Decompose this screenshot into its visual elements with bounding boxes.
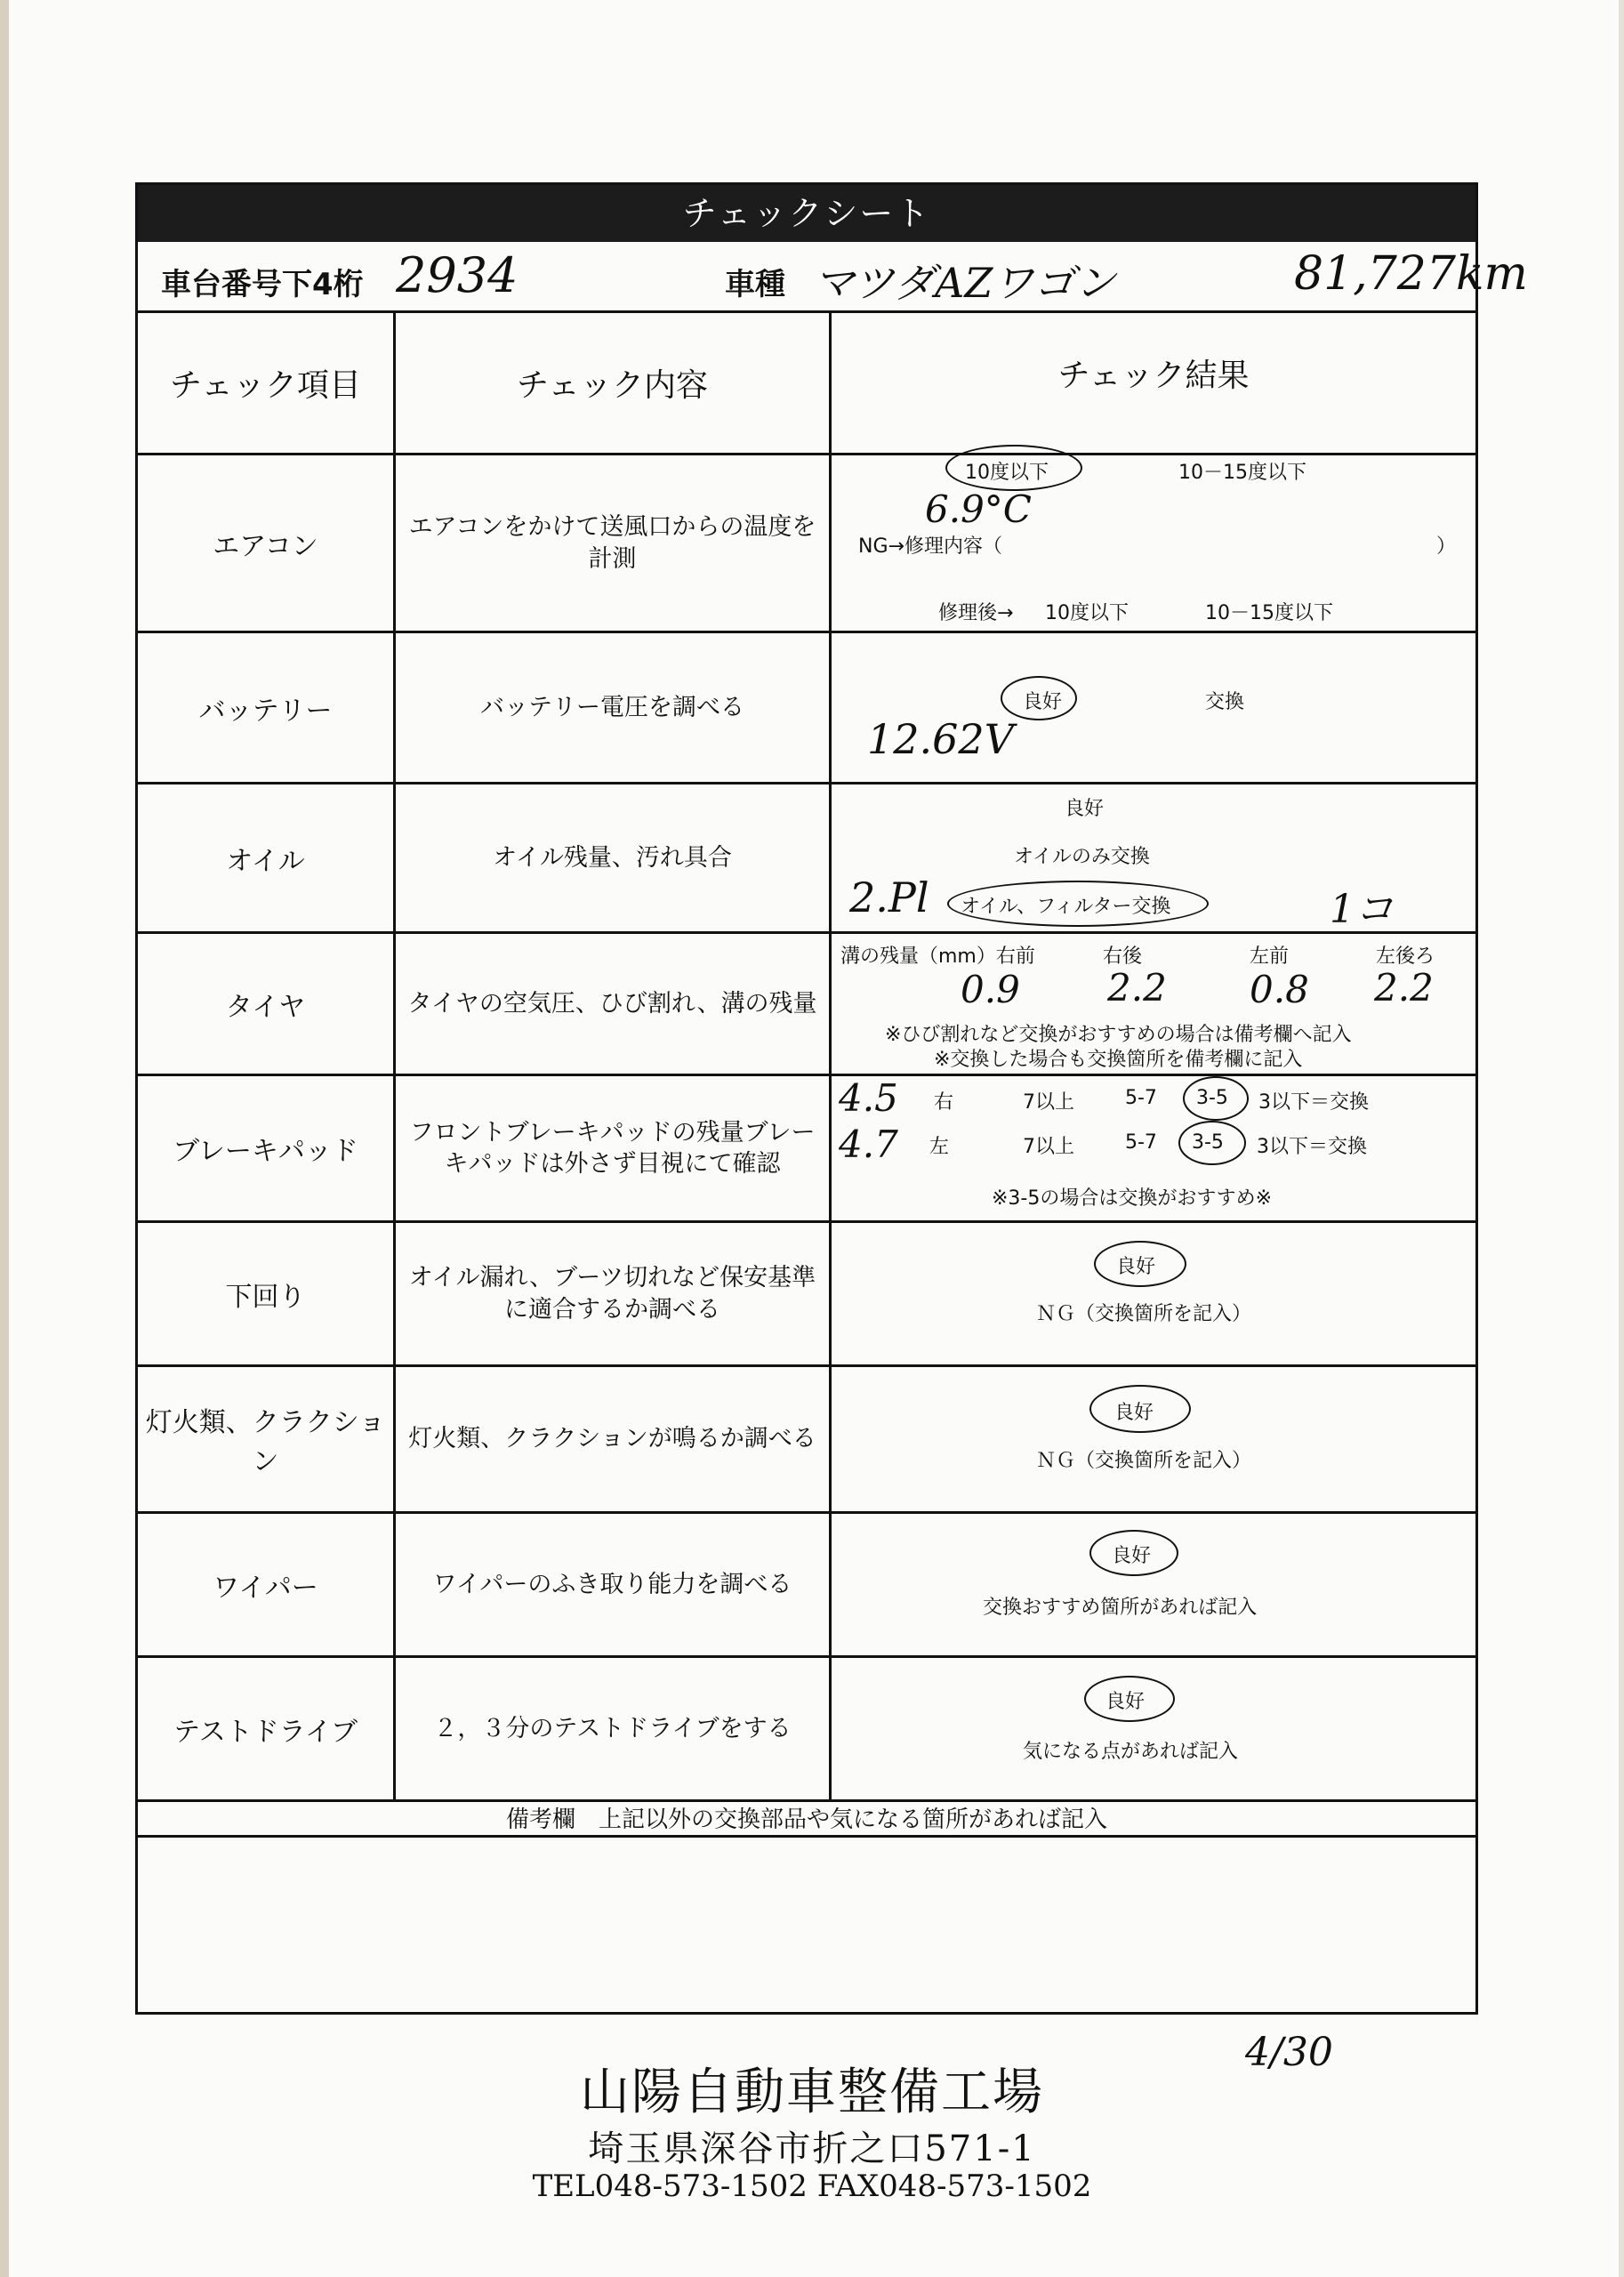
chassis-label: 車台番号下4桁 <box>161 267 364 302</box>
header-content: チェック内容 <box>396 313 832 453</box>
aircon-after-10-15: 10－15度以下 <box>1205 602 1333 624</box>
row-wiper <box>138 1514 1475 1658</box>
row-under <box>138 1223 1475 1367</box>
brake-right-value: 4.5 <box>839 1076 898 1120</box>
under-opt-good: 良好 <box>1116 1256 1156 1278</box>
result-aircon <box>832 455 1475 631</box>
battery-voltage: 12.62V <box>867 715 1014 763</box>
aircon-after-below10: 10度以下 <box>1045 602 1129 624</box>
brake-left-opt-3-5: 3-5 <box>1192 1131 1224 1154</box>
result-brake <box>832 1076 1475 1220</box>
model-value: マツダAZワゴン <box>814 259 1116 307</box>
tire-rr-label: 右後 <box>1103 945 1143 968</box>
item-oil: オイル <box>138 784 396 931</box>
tire-depth-label: 溝の残量（mm）右前 <box>840 945 1035 968</box>
circle-mark-icon <box>1001 676 1077 720</box>
brake-right-opt-3: 3以下＝交換 <box>1258 1091 1369 1114</box>
chassis-value: 2934 <box>396 247 519 303</box>
aircon-opt-below10: 10度以下 <box>965 462 1049 484</box>
circle-mark-icon <box>1089 1530 1178 1576</box>
brake-left-opt-7: 7以上 <box>1023 1136 1074 1158</box>
content-under: オイル漏れ、ブーツ切れなど保安基準に適合するか調べる <box>396 1223 832 1364</box>
mileage-value: 81,727km <box>1294 247 1528 301</box>
wiper-opt-note: 交換おすすめ箇所があれば記入 <box>983 1597 1258 1619</box>
content-aircon: エアコンをかけて送風口からの温度を計測 <box>396 455 832 631</box>
result-tire <box>832 934 1475 1074</box>
drive-opt-good: 良好 <box>1105 1691 1146 1713</box>
result-drive <box>832 1658 1475 1799</box>
check-sheet <box>135 182 1528 2015</box>
circle-mark-icon <box>1089 1385 1191 1433</box>
page-edge-right <box>1619 0 1624 2277</box>
brake-note: ※3-5の場合は交換がおすすめ※ <box>992 1187 1273 1210</box>
circle-mark-icon <box>945 445 1082 491</box>
lights-opt-ng: ＮＧ（交換箇所を記入） <box>1036 1450 1252 1472</box>
aircon-opt-10-15: 10－15度以下 <box>1178 462 1306 484</box>
wiper-opt-good: 良好 <box>1112 1545 1152 1567</box>
tire-note-1: ※ひび割れなど交換がおすすめの場合は備考欄へ記入 <box>885 1024 1352 1046</box>
under-opt-ng: ＮＧ（交換箇所を記入） <box>1036 1303 1252 1325</box>
company-name: 山陽自動車整備工場 <box>580 2064 1044 2121</box>
drive-opt-note: 気になる点があれば記入 <box>1023 1741 1239 1763</box>
aircon-after-label: 修理後→ <box>938 602 1014 624</box>
circle-mark-icon <box>1084 1676 1175 1722</box>
brake-right-opt-7: 7以上 <box>1023 1091 1074 1114</box>
tire-lf-label: 左前 <box>1250 945 1290 968</box>
tire-note-2: ※交換した場合も交換箇所を備考欄に記入 <box>934 1049 1303 1071</box>
oil-opt-oil-only: オイルのみ交換 <box>1014 846 1150 868</box>
brake-right-label: 右 <box>934 1091 954 1114</box>
content-battery: バッテリー電圧を調べる <box>396 633 832 782</box>
item-brake: ブレーキパッド <box>138 1076 396 1220</box>
item-lights: 灯火類、クラクション <box>138 1367 396 1511</box>
circle-mark-icon <box>947 881 1209 927</box>
item-drive: テストドライブ <box>138 1658 396 1799</box>
result-battery <box>832 633 1475 782</box>
row-drive <box>138 1658 1475 1802</box>
page-edge-left <box>0 0 9 2277</box>
circle-mark-icon <box>1094 1241 1186 1287</box>
item-tire: タイヤ <box>138 934 396 1074</box>
tire-lf-value: 0.8 <box>1250 968 1309 1011</box>
brake-left-opt-3: 3以下＝交換 <box>1257 1136 1367 1158</box>
company-tel-fax: TEL048-573-1502 FAX048-573-1502 <box>532 2168 1092 2204</box>
result-wiper <box>832 1514 1475 1655</box>
row-oil <box>138 784 1475 934</box>
brake-right-opt-5-7: 5-7 <box>1125 1087 1157 1109</box>
item-wiper: ワイパー <box>138 1514 396 1655</box>
header-result: チェック結果 <box>1057 358 1250 394</box>
tire-lr-value: 2.2 <box>1374 966 1434 1010</box>
circle-mark-icon <box>1183 1076 1249 1121</box>
remarks-area <box>138 1838 1475 2007</box>
oil-count: 1コ <box>1330 887 1394 932</box>
content-oil: オイル残量、汚れ具合 <box>396 784 832 931</box>
oil-opt-oil-filter: オイル、フィルター交換 <box>961 896 1171 918</box>
content-drive: ２，３分のテストドライブをする <box>396 1658 832 1799</box>
content-brake: フロントブレーキパッドの残量ブレーキパッドは外さず目視にて確認 <box>396 1076 832 1220</box>
battery-opt-replace: 交換 <box>1205 691 1245 713</box>
oil-amount: 2.Pl <box>849 873 929 921</box>
table-header-row <box>138 313 1475 455</box>
tire-rf-value: 0.9 <box>961 968 1020 1011</box>
oil-opt-good: 良好 <box>1065 798 1105 820</box>
content-lights: 灯火類、クラクションが鳴るか調べる <box>396 1367 832 1511</box>
vehicle-info-row <box>138 242 1528 313</box>
item-aircon: エアコン <box>138 455 396 631</box>
row-lights <box>138 1367 1475 1514</box>
tire-rr-value: 2.2 <box>1107 966 1167 1010</box>
aircon-ng-close: ） <box>1436 535 1457 558</box>
aircon-measured: 6.9°C <box>925 487 1032 531</box>
item-under: 下回り <box>138 1223 396 1364</box>
brake-right-opt-3-5: 3-5 <box>1196 1087 1228 1109</box>
result-under <box>832 1223 1475 1364</box>
lights-opt-good: 良好 <box>1114 1402 1154 1424</box>
result-lights <box>832 1367 1475 1511</box>
result-oil <box>832 784 1475 931</box>
header-item: チェック項目 <box>138 313 396 453</box>
row-aircon <box>138 455 1475 633</box>
aircon-ng-label: NG→修理内容（ <box>858 535 1002 558</box>
tire-lr-label: 左後ろ <box>1376 945 1435 968</box>
company-address: 埼玉県深谷市折之口571-1 <box>588 2128 1036 2169</box>
item-battery: バッテリー <box>138 633 396 782</box>
remarks-header: 備考欄 上記以外の交換部品や気になる箇所があれば記入 <box>138 1802 1475 1838</box>
model-label: 車種 <box>725 267 785 302</box>
content-tire: タイヤの空気圧、ひび割れ、溝の残量 <box>396 934 832 1074</box>
brake-left-label: 左 <box>929 1136 950 1158</box>
row-brake <box>138 1076 1475 1223</box>
brake-left-value: 4.7 <box>839 1122 898 1166</box>
row-battery <box>138 633 1475 784</box>
circle-mark-icon <box>1178 1121 1246 1165</box>
brake-left-opt-5-7: 5-7 <box>1125 1131 1157 1154</box>
sheet-title: チェックシート <box>138 185 1475 242</box>
battery-opt-good: 良好 <box>1023 691 1063 713</box>
content-wiper: ワイパーのふき取り能力を調べる <box>396 1514 832 1655</box>
date-note: 4/30 <box>1245 2030 1333 2075</box>
row-tire <box>138 934 1475 1076</box>
